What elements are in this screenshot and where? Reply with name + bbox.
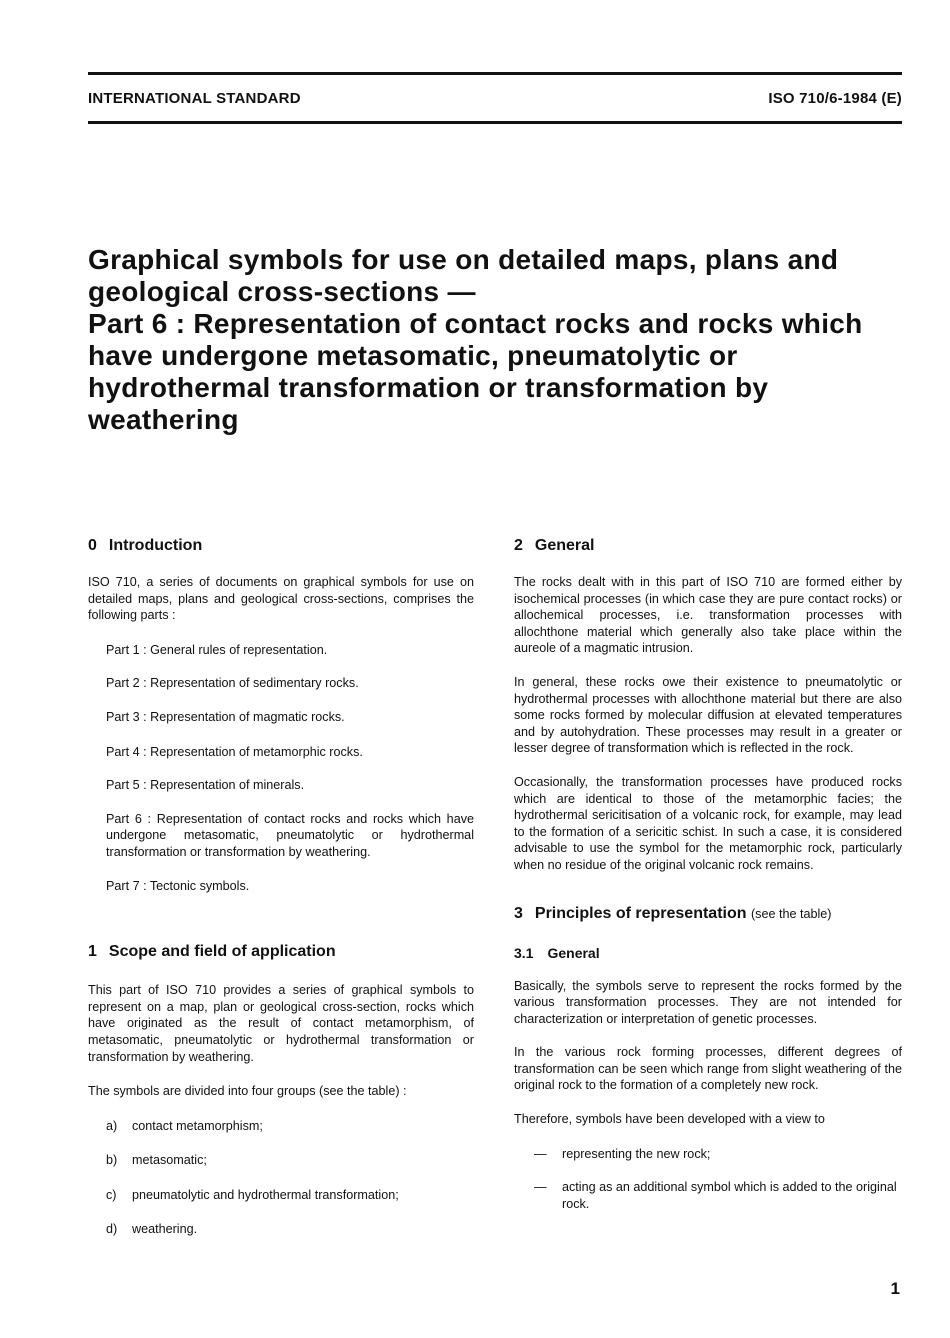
scope-paragraph: This part of ISO 710 provides a series of graphical symbols to represent on a map, plan or geological cross-section, rocks which have originated as the result of contact metamorphism, of metasomatic, pneumatolytic or hydrothermal transformation or transformation by weathering. bbox=[88, 983, 474, 1064]
page-number: 1 bbox=[890, 1279, 900, 1298]
title-line: Part 6 : Representation of contact rocks and rocks which bbox=[88, 308, 863, 339]
section-number: 0 bbox=[88, 537, 97, 554]
header-rule-top bbox=[88, 72, 902, 75]
part-item: Part 3 : Representation of magmatic rocks. bbox=[106, 709, 345, 724]
section-heading-principles bbox=[514, 904, 902, 924]
parts-list bbox=[88, 642, 474, 894]
list-label: a) bbox=[106, 1118, 118, 1133]
dash-item bbox=[514, 1179, 902, 1212]
part-item: Part 1 : General rules of representation. bbox=[106, 642, 328, 657]
general-paragraph: The rocks dealt with in this part of ISO 710 are formed either by isochemical processes (in which case they are pure contact rocks) or allochemical processes, i.e. transformation processes with allochthone material which generally also take place within the aureole of a magmatic intrusion. bbox=[514, 575, 902, 656]
title-line: geological cross-sections — bbox=[88, 276, 476, 307]
section-title: General bbox=[534, 537, 595, 554]
part-item: Part 7 : Tectonic symbols. bbox=[106, 878, 250, 893]
dash-mark: — bbox=[534, 1180, 547, 1195]
subsection-heading-general bbox=[514, 944, 902, 962]
section-title: Scope and field of application bbox=[108, 943, 336, 961]
list-label: c) bbox=[106, 1187, 117, 1202]
list-text: contact metamorphism; bbox=[132, 1118, 263, 1133]
title-line: hydrothermal transformation or transformation by bbox=[88, 372, 769, 403]
part-item: Part 4 : Representation of metamorphic rocks. bbox=[106, 744, 363, 759]
list-item bbox=[88, 1187, 474, 1204]
list-label: d) bbox=[106, 1222, 118, 1237]
list-text: metasomatic; bbox=[132, 1153, 207, 1168]
header-document-number: ISO 710/6-1984 (E) bbox=[768, 90, 902, 107]
right-column bbox=[514, 536, 902, 1212]
list-item bbox=[88, 1221, 474, 1238]
section-number: 3 bbox=[514, 904, 523, 922]
section-heading-introduction bbox=[88, 536, 474, 556]
list-item bbox=[88, 1152, 474, 1169]
section-title: Introduction bbox=[108, 537, 203, 554]
section-title: Principles of representation bbox=[534, 904, 747, 922]
subsection-title: General bbox=[547, 944, 600, 961]
section-number: 2 bbox=[514, 537, 523, 554]
dash-text: representing the new rock; bbox=[562, 1146, 711, 1161]
left-column bbox=[88, 536, 474, 1238]
document-title bbox=[88, 244, 900, 436]
introduction-text: ISO 710, a series of documents on graphical symbols for use on detailed maps, plans and geological cross-sections, comprises the following parts : bbox=[88, 575, 474, 623]
dash-item bbox=[514, 1146, 902, 1163]
title-line: weathering bbox=[88, 404, 239, 435]
part-item: Part 5 : Representation of minerals. bbox=[106, 778, 305, 793]
list-label: b) bbox=[106, 1153, 118, 1168]
scope-paragraph: The symbols are divided into four groups (see the table) : bbox=[88, 1084, 407, 1099]
list-item bbox=[88, 1118, 474, 1135]
section-number: 1 bbox=[88, 943, 97, 961]
groups-list bbox=[88, 1118, 474, 1238]
section-heading-general bbox=[514, 536, 902, 556]
general-paragraph: In general, these rocks owe their existence to pneumatolytic or hydrothermal processes with allochthone material but there are also some rocks formed by molecular diffusion at elevated temperatures and by autohydration. These processes may result in a greater or lesser degree of transformation which is reflected in the rock. bbox=[514, 674, 902, 756]
part-item: Part 2 : Representation of sedimentary rocks. bbox=[106, 676, 359, 691]
header-standard-label: INTERNATIONAL STANDARD bbox=[88, 90, 301, 107]
dash-text: acting as an additional symbol which is added to the original rock. bbox=[562, 1180, 897, 1211]
list-text: pneumatolytic and hydrothermal transformation; bbox=[132, 1187, 399, 1202]
principles-paragraph: Basically, the symbols serve to represent the rocks formed by the various transformation processes. They are not intended for characterization or interpretation of genetic processes. bbox=[514, 978, 902, 1026]
dash-list bbox=[514, 1146, 902, 1213]
dash-mark: — bbox=[534, 1146, 547, 1161]
subsection-number: 3.1 bbox=[514, 944, 534, 961]
title-line: have undergone metasomatic, pneumatolytic or bbox=[88, 340, 738, 371]
header-rule-bottom bbox=[88, 121, 902, 124]
list-text: weathering. bbox=[132, 1222, 198, 1237]
principles-paragraph: Therefore, symbols have been developed with a view to bbox=[514, 1112, 825, 1127]
section-note: (see the table) bbox=[750, 906, 832, 921]
general-paragraph: Occasionally, the transformation processes have produced rocks which are identical to those of the metamorphic facies; the hydrothermal sericitisation of a volcanic rock, for example, may lead to the formation of a sericitic schist. In such a case, it is considered advisable to use the symbol for the metamorphic rock, particularly when no residue of the original volcanic rock remains. bbox=[514, 774, 902, 872]
part-item: Part 6 : Representation of contact rocks and rocks which have undergone metasomatic, pneumatolytic or hydrothermal transformation or transformation by weathering. bbox=[106, 811, 474, 859]
principles-paragraph: In the various rock forming processes, different degrees of transformation can be seen which range from slight weathering of the original rock to the formation of a completely new rock. bbox=[514, 1045, 902, 1093]
title-line: Graphical symbols for use on detailed maps, plans and bbox=[88, 244, 839, 275]
section-heading-scope bbox=[88, 942, 474, 962]
